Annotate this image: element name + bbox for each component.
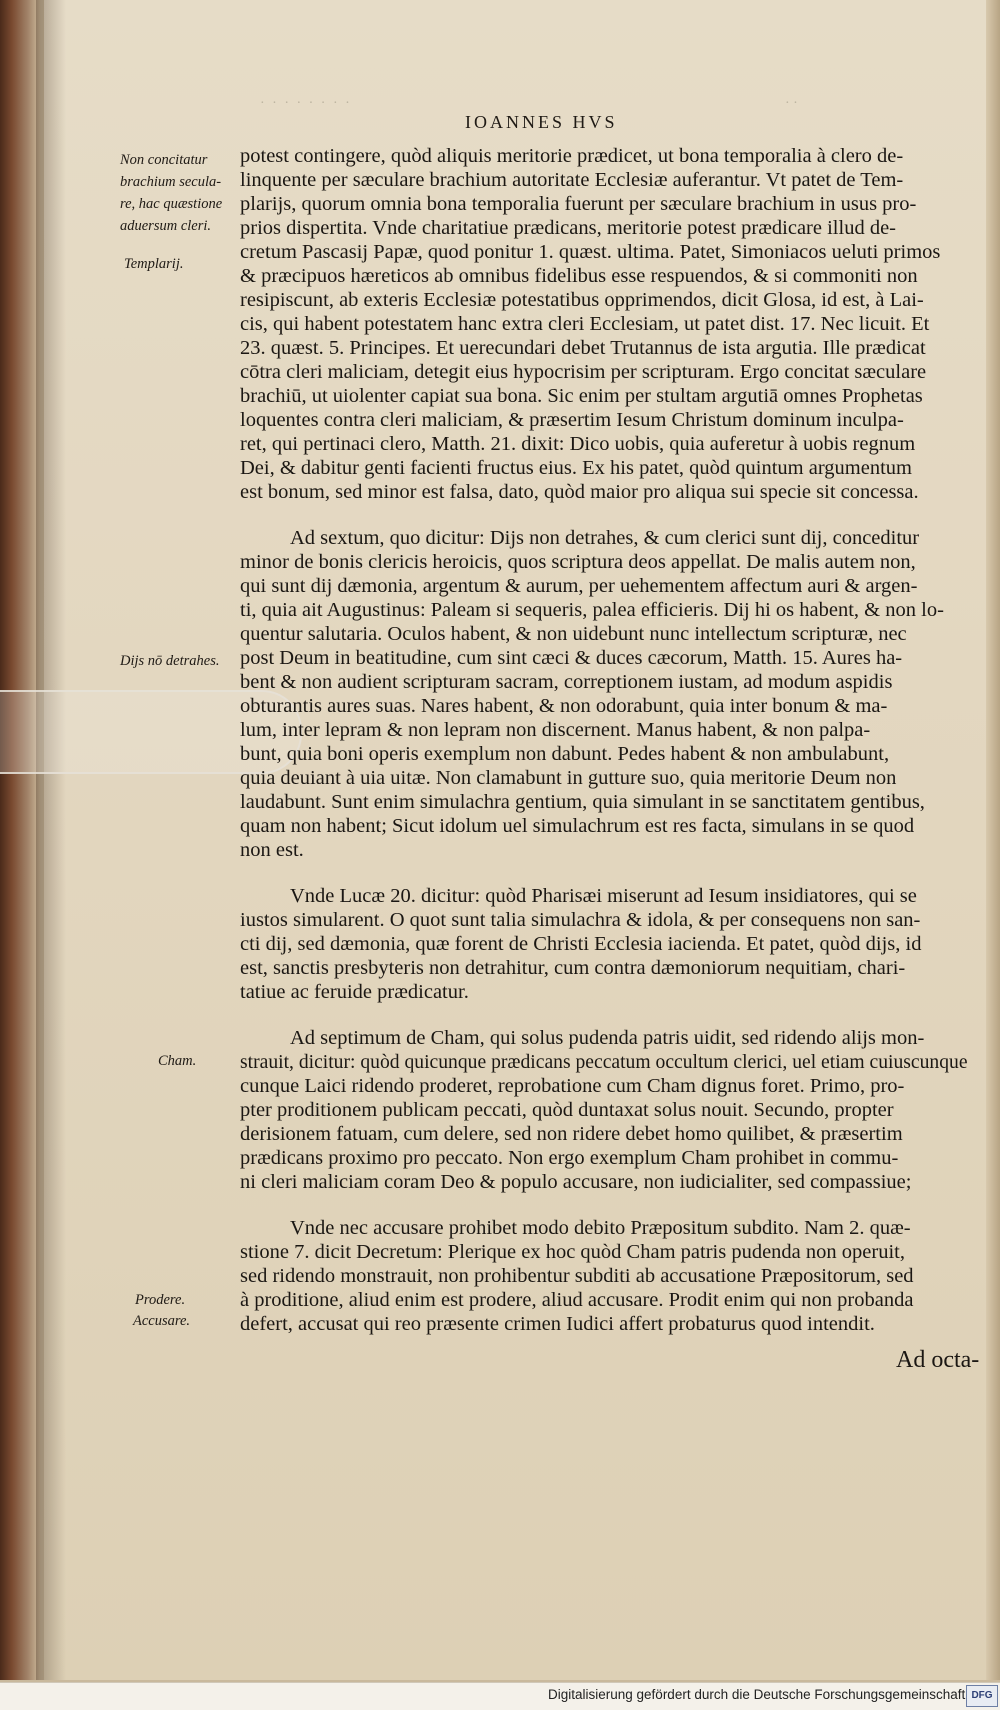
header-show-through-left: · · · · · · · · [260, 96, 352, 111]
text-line: ti, quia ait Augustinus: Paleam si sequeris, palea efficieris. Dij hi os habent, & non lo- [240, 599, 944, 621]
text-line: ni cleri maliciam coram Deo & populo accusare, non iudicialiter, sed compassiue; [240, 1171, 912, 1193]
text-line: à proditione, aliud enim est prodere, aliud accusare. Prodit enim qui non probanda [240, 1289, 914, 1311]
page-fore-edge [986, 0, 1000, 1680]
text-line: defert, accusat qui reo præsente crimen Iudici affert probaturus quod intendit. [240, 1313, 875, 1335]
text-line: loquentes contra cleri maliciam, & præsertim Iesum Christum dominum inculpa- [240, 409, 904, 431]
marginal-note: brachium secula- [120, 174, 222, 190]
text-line: lum, inter lepram & non lepram non discernent. Manus habent, & non palpa- [240, 719, 871, 741]
marginal-note: Non concitatur [120, 152, 208, 168]
text-line: post Deum in beatitudine, cum sint cæci & duces cæcorum, Matth. 15. Aures ha- [240, 647, 903, 669]
text-line: non est. [240, 839, 304, 861]
text-line: laudabunt. Sunt enim simulachra gentium, quia simulant in se sanctitatem gentibus, [240, 791, 925, 813]
text-line: & præcipuos hæreticos ab omnibus fidelibus esse respuendos, & si commoniti non [240, 265, 918, 287]
marginal-note: Templarij. [124, 256, 184, 272]
marginal-note: aduersum cleri. [120, 218, 212, 234]
text-line: resipiscunt, ab exteris Ecclesiæ potestatibus opprimendos, dicit Glosa, id est, à Lai- [240, 289, 924, 311]
text-line: cis, qui habent potestatem hanc extra cleri Ecclesiam, ut patet dist. 17. Nec licuit. Et [240, 313, 930, 335]
text-line: Dei, & dabitur genti facienti fructus eius. Ex his patet, quòd quintum argumentum [240, 457, 912, 479]
text-line: Vnde nec accusare prohibet modo debito Præpositum subdito. Nam 2. quæ- [290, 1217, 911, 1239]
text-line: bent & non audient scripturam sacram, correptionem iustam, ad modum aspidis [240, 671, 893, 693]
text-line: quentur salutaria. Oculos habent, & non uidebunt nunc intellectum scripturæ, nec [240, 623, 907, 645]
text-line: cunque Laici ridendo proderet, reprobatione cum Cham dignus foret. Primo, pro- [240, 1075, 905, 1097]
text-line: 23. quæst. 5. Principes. Et uerecundari debet Trutannus de ista argutia. Ille prædicat [240, 337, 926, 359]
catchword: Ad octa- [896, 1347, 980, 1373]
text-line: pter proditionem publicam peccati, quòd duntaxat solus nouit. Secundo, propter [240, 1099, 894, 1121]
marginal-note: Accusare. [133, 1313, 191, 1329]
text-line: obturantis aures suas. Nares habent, & non odorabunt, quia inter bonum & ma- [240, 695, 888, 717]
text-line: prios dispertita. Vnde charitatiue prædicans, meritorie potest prædicare illud de- [240, 217, 896, 239]
text-line: sed ridendo monstrauit, non prohibentur subditi ab accusatione Præpositorum, sed [240, 1265, 914, 1287]
text-line: brachiū, ut uiolenter capiat sua bona. Sic enim per stultam argutiā omnes Prophetas [240, 385, 923, 407]
footer-credit: Digitalisierung gefördert durch die Deutsche Forschungsgemeinschaft [548, 1687, 966, 1702]
text-line: derisionem fatuam, cum delere, sed non ridere debet homo quilibet, & præsertim [240, 1123, 903, 1145]
dfg-logo-badge[interactable]: DFG [966, 1685, 998, 1707]
header-show-through-right: · · [785, 96, 798, 111]
gutter-shadow [36, 0, 66, 1680]
text-line: cti dij, sed dæmonia, quæ forent de Christi Ecclesia iacienda. Et patet, quòd dijs, id [240, 933, 922, 955]
text-line: tatiue ac feruide prædicatur. [240, 981, 469, 1003]
marginal-note: Cham. [158, 1053, 197, 1069]
text-line: Ad septimum de Cham, qui solus pudenda patris uidit, sed ridendo alijs mon- [290, 1027, 925, 1049]
text-line: quia deuiant à uia uitæ. Non clamabunt in gutture suo, quia meritorie Deum non [240, 767, 897, 789]
text-line: prædicans proximo pro peccato. Non ergo exemplum Cham prohibet in commu- [240, 1147, 899, 1169]
marginal-note: re, hac quæstione [120, 196, 223, 212]
book-spine-edge [0, 0, 40, 1680]
text-line: qui sunt dij dæmonia, argentum & aurum, per uehementem affectum auri & argen- [240, 575, 918, 597]
marginal-note: Prodere. [135, 1292, 186, 1308]
text-line: potest contingere, quòd aliquis meritorie prædicet, ut bona temporalia à clero de- [240, 145, 904, 167]
text-line: quam non habent; Sicut idolum uel simulachrum est res facta, simulans in se quod [240, 815, 915, 837]
text-line: est bonum, sed minor est falsa, dato, quòd maior pro aliqua sui specie sit concessa. [240, 481, 919, 503]
text-line: minor de bonis clericis heroicis, quos scriptura deos appellat. De malis autem non, [240, 551, 916, 573]
text-line: cretum Pascasij Papæ, quod ponitur 1. quæst. ultima. Patet, Simoniacos ueluti primos [240, 241, 941, 263]
text-line: strauit, dicitur: quòd quicunque prædicans peccatum occultum clerici, uel etiam cuiuscunque [240, 1051, 968, 1073]
text-line: linquente per sæculare brachium autoritate Ecclesiæ auferantur. Vt patet de Tem- [240, 169, 904, 191]
marginal-note: Dijs nō detrahes. [120, 653, 220, 669]
text-line: stione 7. dicit Decretum: Plerique ex hoc quòd Cham patris pudenda non operuit, [240, 1241, 905, 1263]
text-line: cōtra cleri maliciam, detegit eius hypocrisim per scripturam. Ergo concitat sæculare [240, 361, 927, 383]
text-line: iustos simularent. O quot sunt talia simulachra & idola, & per consequens non san- [240, 909, 921, 931]
text-line: plarijs, quorum omnia bona temporalia fuerunt per sæculare brachium in usus pro- [240, 193, 917, 215]
text-line: est, sanctis presbyteris non detrahitur, cum contra dæmoniorum nequitiam, chari- [240, 957, 906, 979]
running-title: IOANNES HVS [465, 112, 618, 132]
text-line: bunt, quia boni operis exemplum non dabunt. Pedes habent & non ambulabunt, [240, 743, 890, 765]
text-line: Vnde Lucæ 20. dicitur: quòd Pharisæi miserunt ad Iesum insidiatores, qui se [290, 885, 917, 907]
text-line: Ad sextum, quo dicitur: Dijs non detrahes, & cum clerici sunt dij, conceditur [290, 527, 920, 549]
text-line: ret, qui pertinaci clero, Matth. 21. dixit: Dico uobis, quia auferetur à uobis regnum [240, 433, 916, 455]
